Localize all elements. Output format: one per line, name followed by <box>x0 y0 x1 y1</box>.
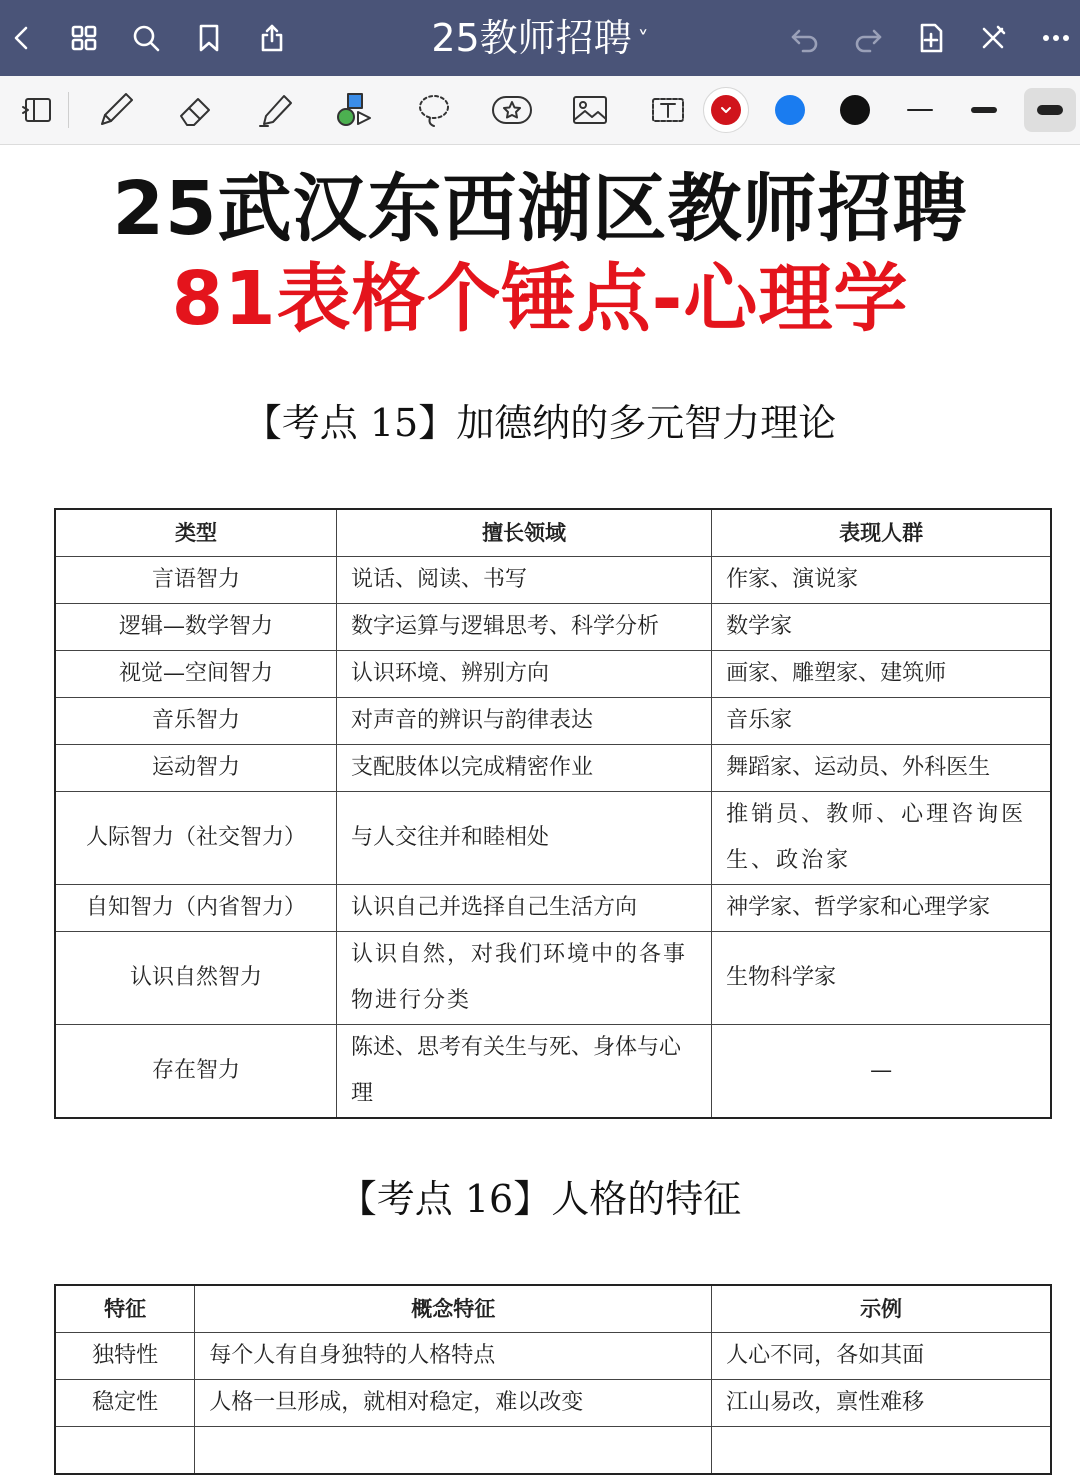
cell-concept: 人格一旦形成，就相对稳定，难以改变 <box>195 1380 712 1427</box>
document-page[interactable] <box>0 145 1080 1440</box>
cell-type: 自知智力（内省智力） <box>55 885 336 932</box>
cell-people: 神学家、哲学家和心理学家 <box>712 885 1051 932</box>
table-row <box>55 557 1051 604</box>
undo-icon[interactable] <box>785 18 825 58</box>
layout-icon[interactable] <box>14 88 62 132</box>
stroke-medium[interactable] <box>960 88 1008 132</box>
table-personality-traits <box>54 1284 1052 1475</box>
color-black[interactable] <box>831 88 879 132</box>
header-type: 类型 <box>55 509 336 557</box>
more-icon[interactable] <box>1036 18 1076 58</box>
cell-people: 数学家 <box>712 604 1051 651</box>
cell-people: 作家、演说家 <box>712 557 1051 604</box>
cell-domain: 认识自己并选择自己生活方向 <box>336 885 711 932</box>
top-bar <box>0 0 1080 76</box>
cell-people: 舞蹈家、运动员、外科医生 <box>712 745 1051 792</box>
table-row <box>55 745 1051 792</box>
close-pen-icon[interactable] <box>973 18 1013 58</box>
cell-people: 画家、雕塑家、建筑师 <box>712 651 1051 698</box>
table-row <box>55 1427 1051 1474</box>
cell-type: 人际智力（社交智力） <box>55 792 336 885</box>
header-domain: 擅长领域 <box>336 509 711 557</box>
header-concept: 概念特征 <box>195 1285 712 1333</box>
pen-icon[interactable] <box>92 88 140 132</box>
table-row <box>55 651 1051 698</box>
table-row <box>55 1333 1051 1380</box>
stroke-thin[interactable] <box>896 88 944 132</box>
table-multiple-intelligences <box>54 508 1052 1119</box>
color-blue[interactable] <box>766 88 814 132</box>
table-row <box>55 1380 1051 1427</box>
cell-concept <box>195 1427 712 1474</box>
table-row <box>55 932 1051 1025</box>
cell-type: 存在智力 <box>55 1025 336 1119</box>
section-15-heading: 【考点 15】加德纳的多元智力理论 <box>243 401 837 445</box>
cell-example: 人心不同，各如其面 <box>712 1333 1051 1380</box>
toolbar-divider <box>68 92 69 128</box>
cell-domain: 数字运算与逻辑思考、科学分析 <box>336 604 711 651</box>
cell-example: 江山易改，禀性难移 <box>712 1380 1051 1427</box>
cell-type: 音乐智力 <box>55 698 336 745</box>
cell-type: 运动智力 <box>55 745 336 792</box>
cell-type: 视觉—空间智力 <box>55 651 336 698</box>
cell-domain: 认识环境、辨别方向 <box>336 651 711 698</box>
cell-example <box>712 1427 1051 1474</box>
drawing-toolbar <box>0 76 1080 145</box>
section-16-heading: 【考点 16】人格的特征 <box>338 1177 742 1221</box>
table-row <box>55 1025 1051 1119</box>
chevron-down-icon: ˅ <box>637 27 649 53</box>
header-example: 示例 <box>712 1285 1051 1333</box>
shapes-icon[interactable] <box>330 88 378 132</box>
table-header-row <box>55 509 1051 557</box>
cell-domain: 对声音的辨识与韵律表达 <box>336 698 711 745</box>
cell-type: 言语智力 <box>55 557 336 604</box>
cell-type: 逻辑—数学智力 <box>55 604 336 651</box>
cell-domain: 陈述、思考有关生与死、身体与心理 <box>336 1025 711 1119</box>
cell-domain: 与人交往并和睦相处 <box>336 792 711 885</box>
text-icon[interactable] <box>644 88 692 132</box>
table-row <box>55 604 1051 651</box>
highlighter-icon[interactable] <box>252 88 300 132</box>
cell-domain: 说话、阅读、书写 <box>336 557 711 604</box>
table-header-row <box>55 1285 1051 1333</box>
cell-people: 音乐家 <box>712 698 1051 745</box>
color-red-selected[interactable] <box>702 88 750 132</box>
cell-domain: 支配肢体以完成精密作业 <box>336 745 711 792</box>
cell-people: 生物科学家 <box>712 932 1051 1025</box>
cell-concept: 每个人有自身独特的人格特点 <box>195 1333 712 1380</box>
cell-trait: 独特性 <box>55 1333 195 1380</box>
document-title-text: 25教师招聘 <box>431 16 632 60</box>
doc-title-line2: 81表格个锤点-心理学 <box>171 256 909 342</box>
header-people: 表现人群 <box>712 509 1051 557</box>
header-trait: 特征 <box>55 1285 195 1333</box>
stroke-thick-selected[interactable] <box>1024 88 1076 132</box>
eraser-icon[interactable] <box>172 88 220 132</box>
cell-people: — <box>712 1025 1051 1119</box>
lasso-icon[interactable] <box>410 88 458 132</box>
add-page-icon[interactable] <box>911 18 951 58</box>
table-row <box>55 885 1051 932</box>
table-row <box>55 792 1051 885</box>
cell-type: 认识自然智力 <box>55 932 336 1025</box>
cell-trait: 稳定性 <box>55 1380 195 1427</box>
doc-title-line1: 25武汉东西湖区教师招聘 <box>112 166 968 252</box>
cell-people: 推销员、教师、心理咨询医生、政治家 <box>712 792 1051 885</box>
cell-trait <box>55 1427 195 1474</box>
table-row <box>55 698 1051 745</box>
redo-icon[interactable] <box>848 18 888 58</box>
sticker-icon[interactable] <box>488 88 536 132</box>
image-icon[interactable] <box>566 88 614 132</box>
cell-domain: 认识自然，对我们环境中的各事物进行分类 <box>336 932 711 1025</box>
